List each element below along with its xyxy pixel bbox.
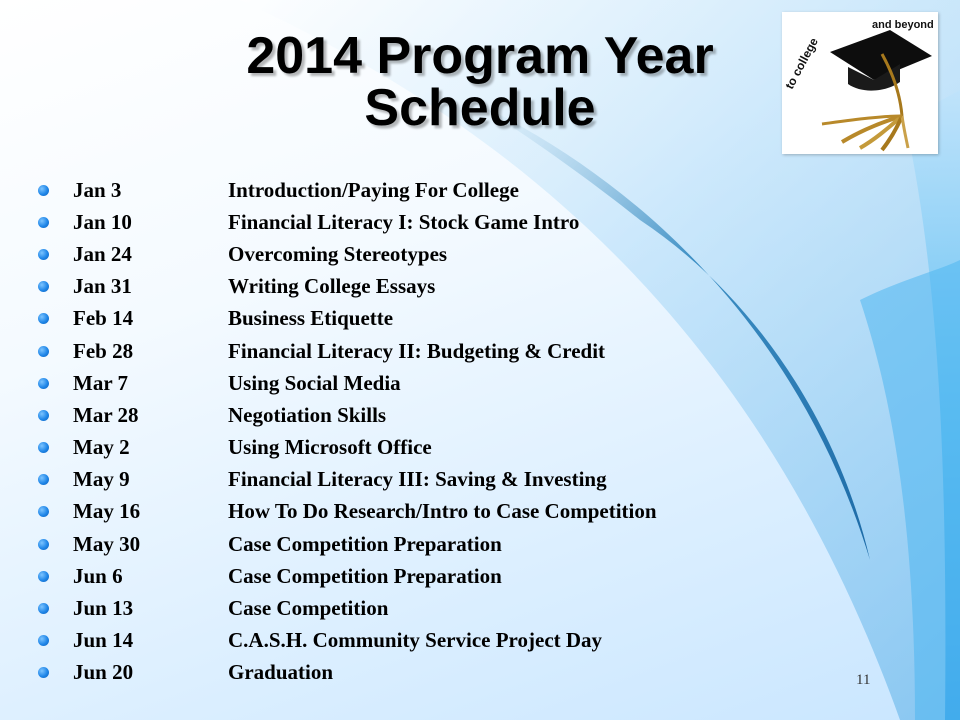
- bullet-icon: [38, 506, 49, 517]
- schedule-item: [38, 528, 838, 560]
- schedule-item: [38, 560, 838, 592]
- title-line-1: 2014 Program Year: [246, 27, 714, 85]
- bullet-icon: [38, 635, 49, 646]
- title-line-2: Schedule: [364, 79, 596, 137]
- bullet-icon: [38, 217, 49, 228]
- schedule-date: May 2: [73, 435, 130, 460]
- schedule-item: [38, 399, 838, 431]
- bullet-icon: [38, 313, 49, 324]
- schedule-item: [38, 464, 838, 496]
- bullet-icon: [38, 571, 49, 582]
- schedule-event: Using Social Media: [228, 370, 401, 395]
- logo-text-side: to college: [782, 35, 821, 92]
- logo-text-top: and beyond: [872, 19, 934, 31]
- schedule-item: [38, 592, 838, 624]
- schedule-item: [38, 625, 838, 657]
- schedule-date: Jan 31: [73, 274, 132, 299]
- schedule-date: May 30: [73, 531, 141, 556]
- schedule-date: Mar 28: [73, 402, 139, 427]
- schedule-event: Financial Literacy I: Stock Game Intro: [228, 209, 580, 234]
- bullet-icon: [38, 281, 49, 292]
- schedule-event: Using Microsoft Office: [228, 435, 432, 460]
- graduation-cap-icon: [782, 12, 938, 154]
- logo: [782, 12, 938, 154]
- schedule-item: [38, 271, 838, 303]
- schedule-item: [38, 238, 838, 270]
- schedule-item: [38, 174, 838, 206]
- schedule-item: [38, 496, 838, 528]
- bullet-icon: [38, 603, 49, 614]
- schedule-date: Jan 24: [73, 241, 132, 266]
- schedule-event: Case Competition Preparation: [228, 563, 502, 588]
- bullet-icon: [38, 346, 49, 357]
- schedule-item: [38, 657, 838, 689]
- schedule-event: Case Competition Preparation: [228, 531, 502, 556]
- schedule-date: Feb 28: [73, 338, 134, 363]
- bullet-icon: [38, 474, 49, 485]
- slide-title: [160, 27, 800, 137]
- bullet-icon: [38, 378, 49, 389]
- schedule-item: [38, 303, 838, 335]
- schedule-event: Financial Literacy III: Saving & Investing: [228, 467, 607, 492]
- schedule-item: [38, 335, 838, 367]
- schedule-item: [38, 367, 838, 399]
- bullet-icon: [38, 185, 49, 196]
- schedule-event: Introduction/Paying For College: [228, 177, 519, 202]
- schedule-event: Graduation: [228, 660, 334, 685]
- schedule-event: How To Do Research/Intro to Case Competition: [228, 499, 657, 524]
- schedule-date: Jun 20: [73, 660, 134, 685]
- bullet-icon: [38, 539, 49, 550]
- schedule-date: Jan 3: [73, 177, 122, 202]
- bullet-icon: [38, 249, 49, 260]
- schedule-event: Writing College Essays: [228, 274, 436, 299]
- schedule-date: Jun 14: [73, 628, 134, 653]
- schedule-date: May 16: [73, 499, 141, 524]
- bullet-icon: [38, 442, 49, 453]
- schedule-date: Feb 14: [73, 306, 134, 331]
- schedule-event: Case Competition: [228, 596, 389, 621]
- schedule-date: Jan 10: [73, 209, 132, 234]
- schedule-event: Business Etiquette: [228, 306, 394, 331]
- schedule-date: Jun 6: [73, 563, 123, 588]
- schedule-date: May 9: [73, 467, 130, 492]
- schedule-event: Negotiation Skills: [228, 402, 387, 427]
- schedule-list: [38, 174, 838, 689]
- schedule-item: [38, 206, 838, 238]
- bullet-icon: [38, 410, 49, 421]
- page-number: 11: [856, 672, 871, 688]
- schedule-event: Overcoming Stereotypes: [228, 241, 448, 266]
- schedule-event: C.A.S.H. Community Service Project Day: [228, 628, 603, 653]
- schedule-date: Jun 13: [73, 596, 134, 621]
- schedule-event: Financial Literacy II: Budgeting & Credit: [228, 338, 606, 363]
- schedule-date: Mar 7: [73, 370, 129, 395]
- schedule-item: [38, 432, 838, 464]
- bullet-icon: [38, 667, 49, 678]
